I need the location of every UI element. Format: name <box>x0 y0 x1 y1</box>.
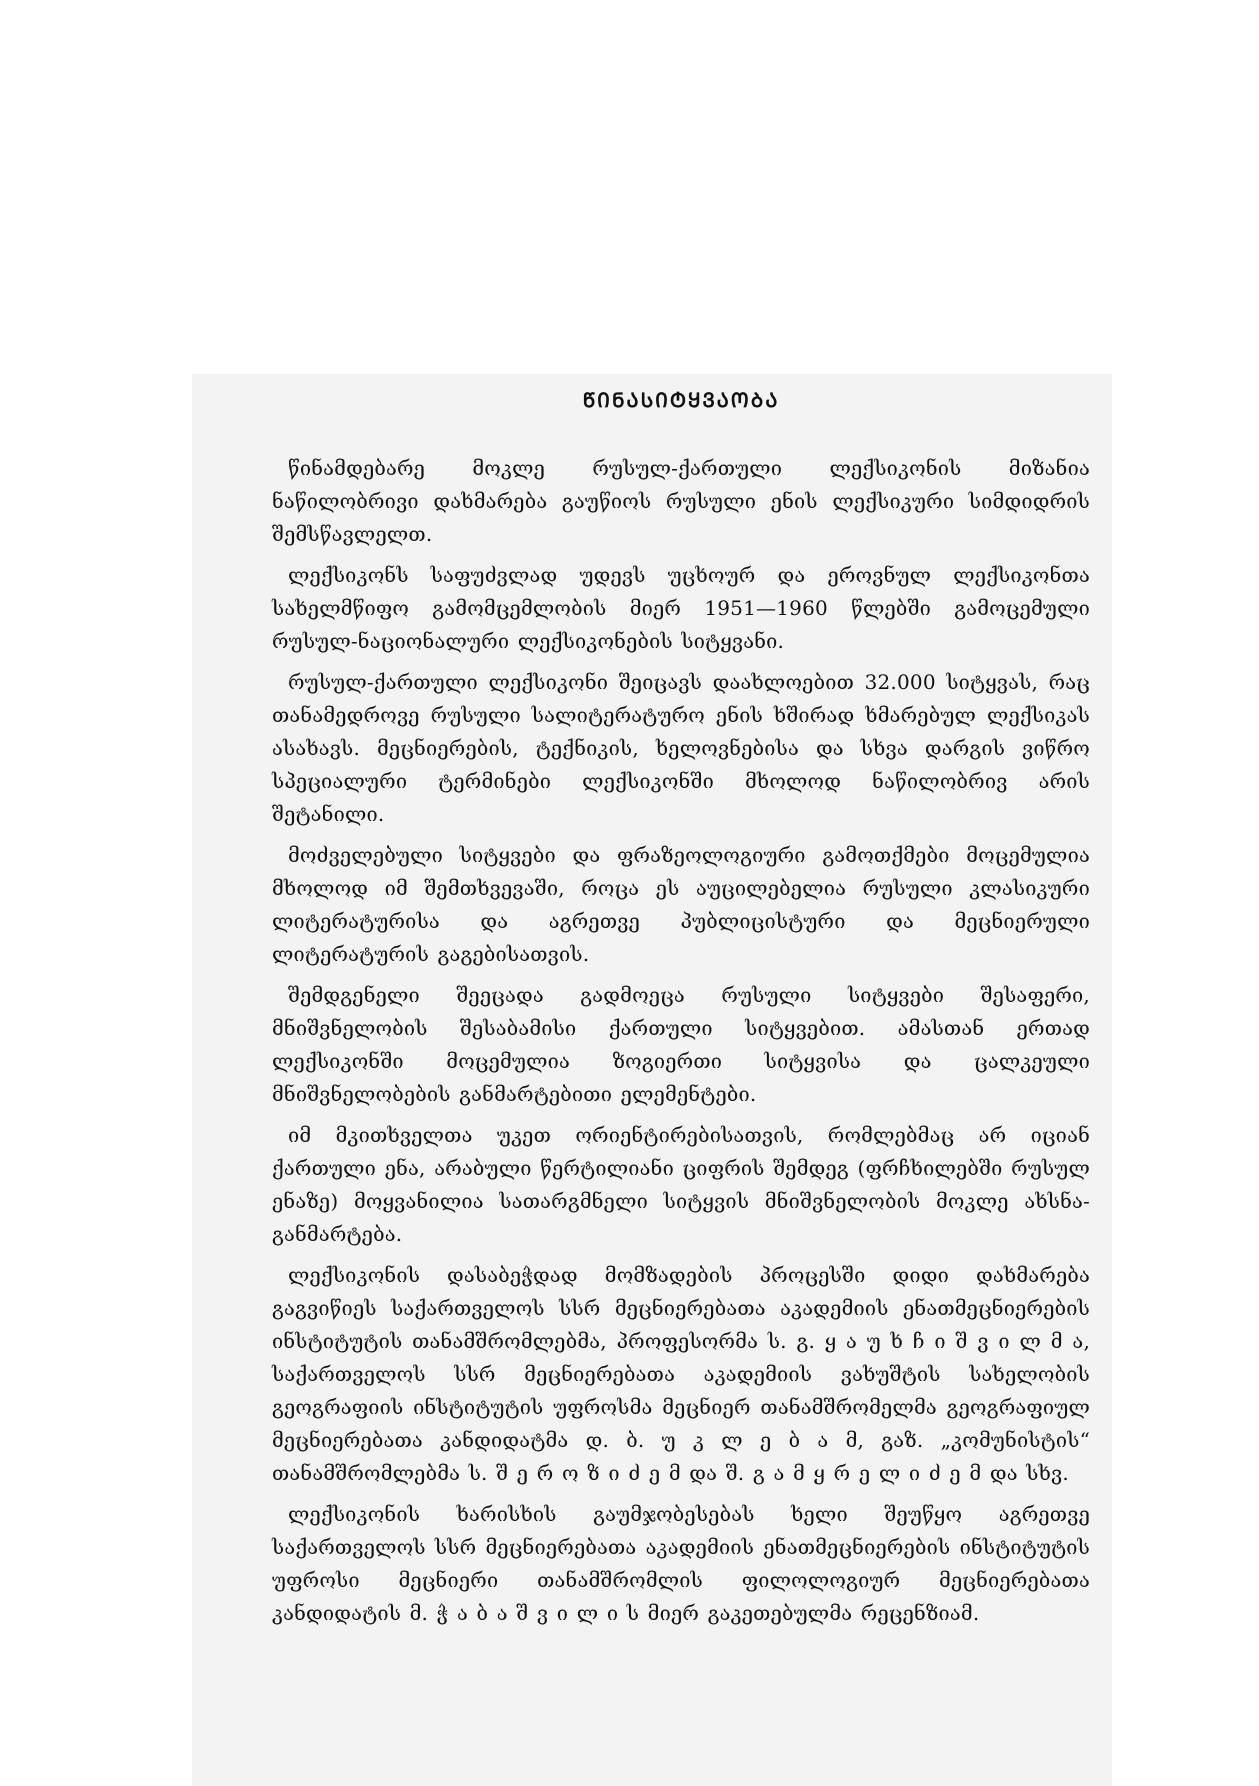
paragraph-vocabulary: რუსულ-ქართული ლექსიკონი შეიცავს დაახლოებით 32.000 სიტყვას, რაც თანამედროვე რუსული სალიტერატურო ენის ხშირად ხმარებულ ლექსიკას ასახავს. მეცნიერების, ტექნიკის, ხელოვნებისა და სხვა დარგის ვიწრო სპეციალური ტერმინები ლექსიკონში მხოლოდ ნაწილობრივ არის შეტანილი. <box>272 670 1090 826</box>
paragraph-purpose: წინამდებარე მოკლე რუსულ-ქართული ლექსიკონის მიზანია ნაწილობრივი დახმარება გაუწიოს რუსული ენის ლექსიკური სიმდიდრის შემსწავლელთ. <box>272 456 1090 546</box>
document-body <box>272 388 1090 1638</box>
paragraph-orientation: იმ მკითხველთა უკეთ ორიენტირებისათვის, რომლებმაც არ იციან ქართული ენა, არაბული წერტილიანი ციფრის შემდეგ (ფრჩხილებში რუსულ ენაზე) მოყვანილია სათარგმნელი სიტყვის მნიშვნელობის მოკლე ახსნა-განმარტება. <box>272 1123 1090 1246</box>
paragraph-review: ლექსიკონის ხარისხის გაუმჯობესებას ხელი შეუწყო აგრეთვე საქართველოს სსრ მეცნიერებათა აკადემიის ენათმეცნიერების ინსტიტუტის უფროსი მეცნიერი თანამშრომლის ფილოლოგიურ მეცნიერებათა კანდიდატის მ. ჭ ა ბ ა შ ვ ი ლ ი ს მიერ გაკეთებულმა რეცენზიამ. <box>272 1502 1090 1625</box>
page-title: ᲬᲘᲜᲐᲡᲘᲢᲧᲕᲐᲝᲑᲐ <box>582 388 780 412</box>
paragraph-sources: ლექსიკონს საფუძვლად უდევს უცხოურ და ეროვნულ ლექსიკონთა სახელმწიფო გამომცემლობის მიერ 1951—1960 წლებში გამოცემული რუსულ-ნაციონალური ლექსიკონების სიტყვანი. <box>272 563 1090 653</box>
paragraph-acknowledgements: ლექსიკონის დასაბეჭდად მომზადების პროცესში დიდი დახმარება გაგვიწიეს საქართველოს სსრ მეცნიერებათა აკადემიის ენათმეცნიერების ინსტიტუტის თანამშრომლებმა, პროფესორმა ს. გ. ყ ა უ ხ ჩ ი შ ვ ი ლ მ ა, საქართველოს სსრ მეცნიერებათა აკადემიის ვახუშტის სახელობის გეოგრაფიის ინსტიტუტის უფროსმა მეცნიერ თანამშრომელმა გეოგრაფიულ მეცნიერებათა კანდიდატმა დ. ბ. უ კ ლ ე ბ ა მ, გაზ. „კომუნისტის“ თანამშრომლებმა ს. შ ე რ ო ზ ი ძ ე მ და შ. გ ა მ ყ რ ე ლ ი ძ ე მ და სხვ. <box>272 1263 1090 1485</box>
paragraph-translation: შემდგენელი შეეცადა გადმოეცა რუსული სიტყვები შესაფერი, მნიშვნელობის შესაბამისი ქართული სიტყვებით. ამასთან ერთად ლექსიკონში მოცემულია ზოგიერთი სიტყვისა და ცალკეული მნიშვნელობების განმარტებითი ელემენტები. <box>272 983 1090 1106</box>
paragraph-archaic-words: მოძველებული სიტყვები და ფრაზეოლოგიური გამოთქმები მოცემულია მხოლოდ იმ შემთხვევაში, როცა ეს აუცილებელია რუსული კლასიკური ლიტერატურისა და აგრეთვე პუბლიცისტური და მეცნიერული ლიტერატურის გაგებისათვის. <box>272 843 1090 966</box>
